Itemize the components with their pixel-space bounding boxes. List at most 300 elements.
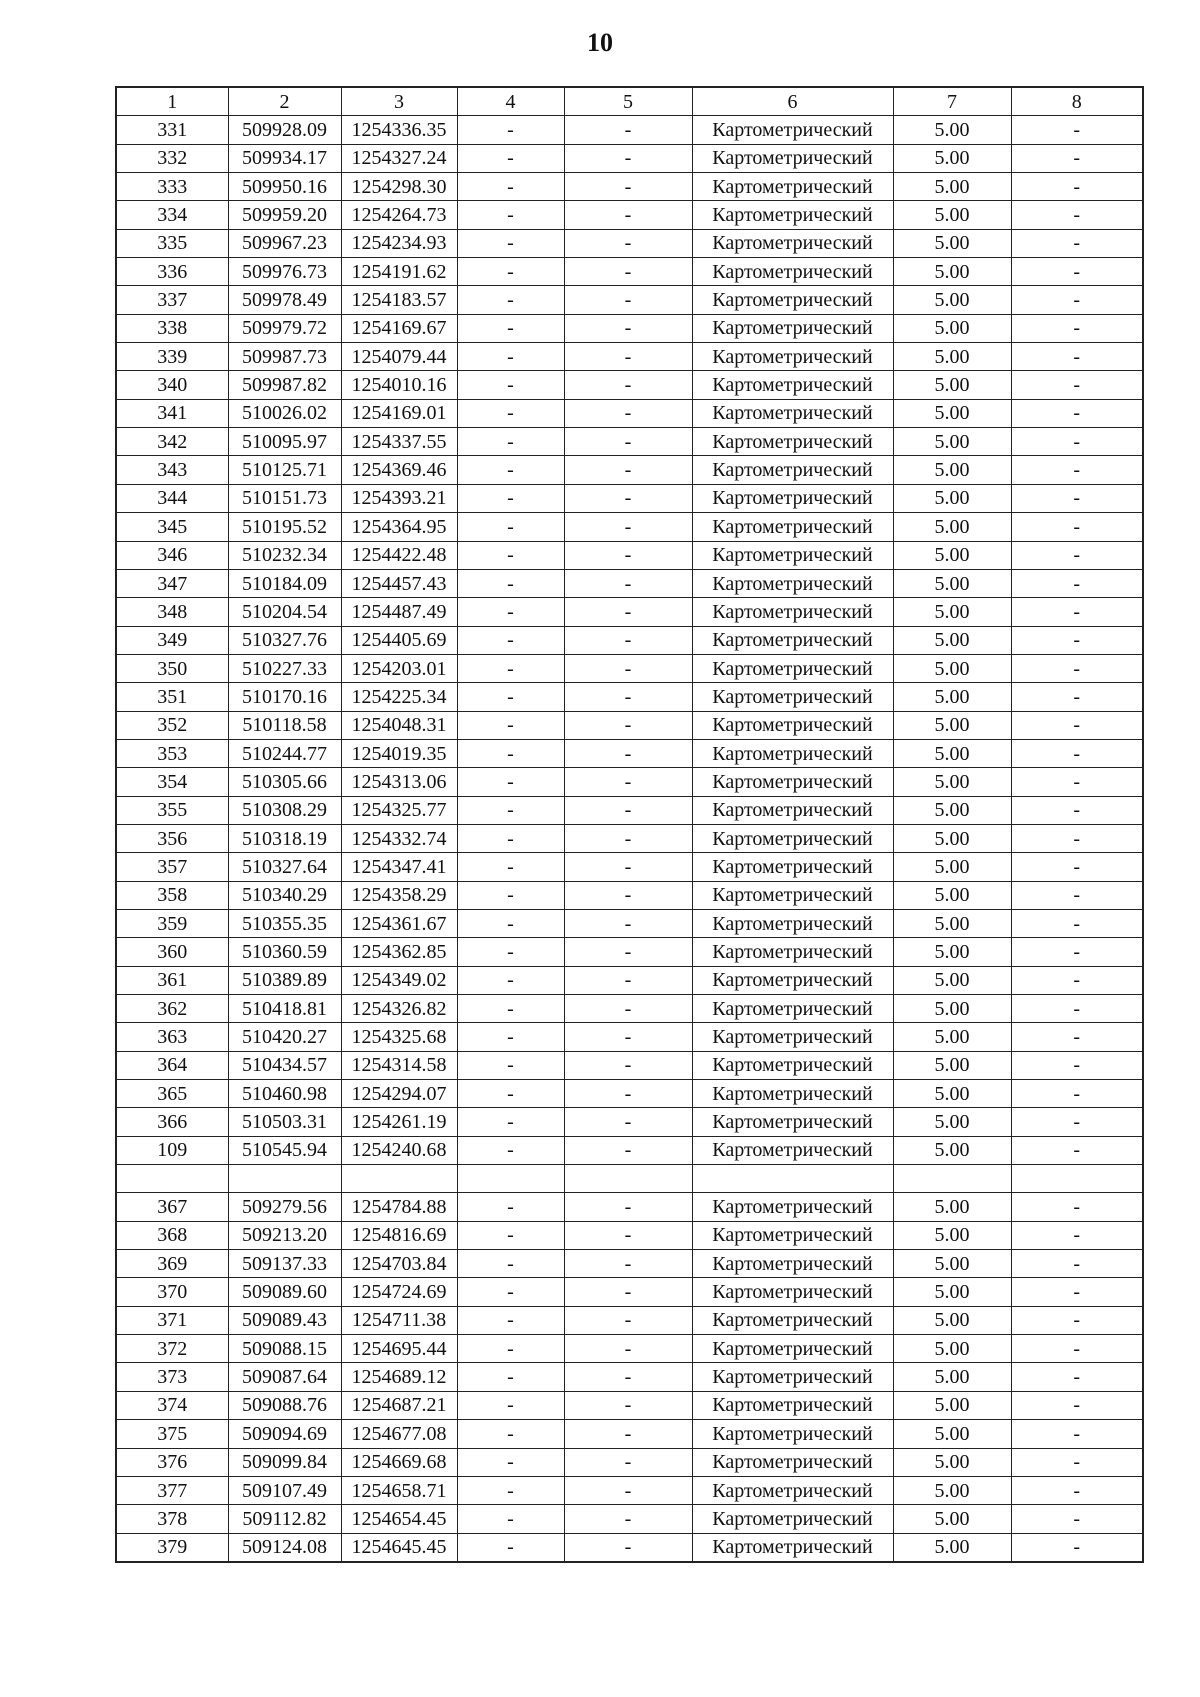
col4-cell: - bbox=[457, 286, 564, 314]
accuracy-cell: 5.00 bbox=[893, 1448, 1011, 1476]
col4-cell: - bbox=[457, 598, 564, 626]
x-coordinate-cell: 510434.57 bbox=[228, 1051, 341, 1079]
col5-cell: - bbox=[564, 569, 692, 597]
y-coordinate-cell: 1254325.68 bbox=[341, 1023, 457, 1051]
col5-cell: - bbox=[564, 739, 692, 767]
method-cell: Картометрический bbox=[692, 711, 893, 739]
x-coordinate-cell: 509089.43 bbox=[228, 1306, 341, 1334]
col8-cell: - bbox=[1011, 711, 1143, 739]
x-coordinate-cell: 509976.73 bbox=[228, 258, 341, 286]
table-row bbox=[116, 456, 1143, 484]
accuracy-cell: 5.00 bbox=[893, 1533, 1011, 1562]
table-row bbox=[116, 569, 1143, 597]
col8-cell: - bbox=[1011, 1533, 1143, 1562]
method-cell: Картометрический bbox=[692, 1193, 893, 1221]
table-row bbox=[116, 1221, 1143, 1249]
col8-cell: - bbox=[1011, 1193, 1143, 1221]
col4-cell: - bbox=[457, 484, 564, 512]
accuracy-cell: 5.00 bbox=[893, 399, 1011, 427]
point-number-cell: 366 bbox=[116, 1108, 228, 1136]
column-header-2: 2 bbox=[228, 87, 341, 116]
col4-cell: - bbox=[457, 1136, 564, 1164]
column-header-6: 6 bbox=[692, 87, 893, 116]
col4-cell: - bbox=[457, 314, 564, 342]
point-number-cell: 363 bbox=[116, 1023, 228, 1051]
method-cell: Картометрический bbox=[692, 768, 893, 796]
x-coordinate-cell: 509099.84 bbox=[228, 1448, 341, 1476]
col8-cell: - bbox=[1011, 258, 1143, 286]
x-coordinate-cell: 509987.82 bbox=[228, 371, 341, 399]
column-header-3: 3 bbox=[341, 87, 457, 116]
accuracy-cell: 5.00 bbox=[893, 1051, 1011, 1079]
x-coordinate-cell: 509979.72 bbox=[228, 314, 341, 342]
col4-cell: - bbox=[457, 853, 564, 881]
point-number-cell: 353 bbox=[116, 739, 228, 767]
y-coordinate-cell: 1254405.69 bbox=[341, 626, 457, 654]
table-row bbox=[116, 428, 1143, 456]
col8-cell: - bbox=[1011, 1250, 1143, 1278]
col5-cell: - bbox=[564, 1278, 692, 1306]
point-number-cell: 373 bbox=[116, 1363, 228, 1391]
col4-cell: - bbox=[457, 1533, 564, 1562]
point-number-cell: 371 bbox=[116, 1306, 228, 1334]
x-coordinate-cell: 509279.56 bbox=[228, 1193, 341, 1221]
method-cell: Картометрический bbox=[692, 229, 893, 257]
col5-cell: - bbox=[564, 201, 692, 229]
col5-cell: - bbox=[564, 144, 692, 172]
x-coordinate-cell: 510420.27 bbox=[228, 1023, 341, 1051]
accuracy-cell: 5.00 bbox=[893, 824, 1011, 852]
col8-cell: - bbox=[1011, 399, 1143, 427]
table-row bbox=[116, 1505, 1143, 1533]
col4-cell: - bbox=[457, 881, 564, 909]
y-coordinate-cell: 1254658.71 bbox=[341, 1476, 457, 1504]
y-coordinate-cell: 1254654.45 bbox=[341, 1505, 457, 1533]
accuracy-cell: 5.00 bbox=[893, 484, 1011, 512]
point-number-cell: 361 bbox=[116, 966, 228, 994]
point-number-cell: 109 bbox=[116, 1136, 228, 1164]
point-number-cell: 348 bbox=[116, 598, 228, 626]
method-cell bbox=[692, 1165, 893, 1193]
point-number-cell: 334 bbox=[116, 201, 228, 229]
point-number-cell: 372 bbox=[116, 1335, 228, 1363]
table-row bbox=[116, 371, 1143, 399]
col5-cell: - bbox=[564, 1363, 692, 1391]
table-row bbox=[116, 1476, 1143, 1504]
x-coordinate-cell: 510204.54 bbox=[228, 598, 341, 626]
y-coordinate-cell: 1254422.48 bbox=[341, 541, 457, 569]
point-number-cell bbox=[116, 1165, 228, 1193]
col4-cell: - bbox=[457, 995, 564, 1023]
point-number-cell: 340 bbox=[116, 371, 228, 399]
col5-cell: - bbox=[564, 654, 692, 682]
x-coordinate-cell: 510095.97 bbox=[228, 428, 341, 456]
col5-cell: - bbox=[564, 1108, 692, 1136]
col4-cell: - bbox=[457, 144, 564, 172]
accuracy-cell bbox=[893, 1165, 1011, 1193]
col8-cell: - bbox=[1011, 1023, 1143, 1051]
accuracy-cell: 5.00 bbox=[893, 229, 1011, 257]
x-coordinate-cell: 510545.94 bbox=[228, 1136, 341, 1164]
table-row bbox=[116, 399, 1143, 427]
col5-cell: - bbox=[564, 286, 692, 314]
col8-cell: - bbox=[1011, 1476, 1143, 1504]
col5-cell: - bbox=[564, 343, 692, 371]
col5-cell: - bbox=[564, 1306, 692, 1334]
col8-cell: - bbox=[1011, 824, 1143, 852]
col5-cell: - bbox=[564, 853, 692, 881]
col4-cell: - bbox=[457, 343, 564, 371]
y-coordinate-cell: 1254816.69 bbox=[341, 1221, 457, 1249]
col8-cell: - bbox=[1011, 314, 1143, 342]
col8-cell: - bbox=[1011, 683, 1143, 711]
col5-cell bbox=[564, 1165, 692, 1193]
y-coordinate-cell: 1254361.67 bbox=[341, 909, 457, 937]
accuracy-cell: 5.00 bbox=[893, 909, 1011, 937]
col5-cell: - bbox=[564, 966, 692, 994]
method-cell: Картометрический bbox=[692, 966, 893, 994]
col5-cell: - bbox=[564, 371, 692, 399]
point-number-cell: 376 bbox=[116, 1448, 228, 1476]
col8-cell: - bbox=[1011, 1363, 1143, 1391]
method-cell: Картометрический bbox=[692, 881, 893, 909]
method-cell: Картометрический bbox=[692, 739, 893, 767]
col4-cell: - bbox=[457, 1080, 564, 1108]
col4-cell: - bbox=[457, 1335, 564, 1363]
method-cell: Картометрический bbox=[692, 598, 893, 626]
method-cell: Картометрический bbox=[692, 513, 893, 541]
y-coordinate-cell: 1254336.35 bbox=[341, 116, 457, 144]
col4-cell: - bbox=[457, 569, 564, 597]
point-number-cell: 362 bbox=[116, 995, 228, 1023]
col5-cell: - bbox=[564, 626, 692, 654]
method-cell: Картометрический bbox=[692, 371, 893, 399]
point-number-cell: 336 bbox=[116, 258, 228, 286]
point-number-cell: 374 bbox=[116, 1391, 228, 1419]
table-row bbox=[116, 796, 1143, 824]
accuracy-cell: 5.00 bbox=[893, 1505, 1011, 1533]
table-row bbox=[116, 1448, 1143, 1476]
table-row bbox=[116, 1533, 1143, 1562]
col8-cell: - bbox=[1011, 1448, 1143, 1476]
column-header-4: 4 bbox=[457, 87, 564, 116]
accuracy-cell: 5.00 bbox=[893, 711, 1011, 739]
method-cell: Картометрический bbox=[692, 909, 893, 937]
accuracy-cell: 5.00 bbox=[893, 1250, 1011, 1278]
y-coordinate-cell: 1254457.43 bbox=[341, 569, 457, 597]
method-cell: Картометрический bbox=[692, 1221, 893, 1249]
y-coordinate-cell: 1254169.01 bbox=[341, 399, 457, 427]
accuracy-cell: 5.00 bbox=[893, 343, 1011, 371]
col5-cell: - bbox=[564, 513, 692, 541]
point-number-cell: 335 bbox=[116, 229, 228, 257]
y-coordinate-cell: 1254369.46 bbox=[341, 456, 457, 484]
point-number-cell: 369 bbox=[116, 1250, 228, 1278]
col4-cell: - bbox=[457, 116, 564, 144]
method-cell: Картометрический bbox=[692, 343, 893, 371]
y-coordinate-cell: 1254689.12 bbox=[341, 1363, 457, 1391]
col4-cell: - bbox=[457, 1278, 564, 1306]
column-header-7: 7 bbox=[893, 87, 1011, 116]
table-row bbox=[116, 1306, 1143, 1334]
accuracy-cell: 5.00 bbox=[893, 144, 1011, 172]
col5-cell: - bbox=[564, 116, 692, 144]
col5-cell: - bbox=[564, 1335, 692, 1363]
y-coordinate-cell: 1254695.44 bbox=[341, 1335, 457, 1363]
accuracy-cell: 5.00 bbox=[893, 683, 1011, 711]
point-number-cell: 349 bbox=[116, 626, 228, 654]
y-coordinate-cell: 1254669.68 bbox=[341, 1448, 457, 1476]
y-coordinate-cell: 1254487.49 bbox=[341, 598, 457, 626]
point-number-cell: 368 bbox=[116, 1221, 228, 1249]
y-coordinate-cell: 1254784.88 bbox=[341, 1193, 457, 1221]
accuracy-cell: 5.00 bbox=[893, 286, 1011, 314]
col4-cell: - bbox=[457, 258, 564, 286]
col8-cell: - bbox=[1011, 1108, 1143, 1136]
col5-cell: - bbox=[564, 1250, 692, 1278]
table-row bbox=[116, 739, 1143, 767]
accuracy-cell: 5.00 bbox=[893, 626, 1011, 654]
accuracy-cell: 5.00 bbox=[893, 1080, 1011, 1108]
x-coordinate-cell: 510503.31 bbox=[228, 1108, 341, 1136]
point-number-cell: 356 bbox=[116, 824, 228, 852]
col8-cell: - bbox=[1011, 173, 1143, 201]
y-coordinate-cell: 1254010.16 bbox=[341, 371, 457, 399]
method-cell: Картометрический bbox=[692, 1335, 893, 1363]
col4-cell: - bbox=[457, 1476, 564, 1504]
accuracy-cell: 5.00 bbox=[893, 258, 1011, 286]
col8-cell: - bbox=[1011, 116, 1143, 144]
table-row bbox=[116, 1250, 1143, 1278]
accuracy-cell: 5.00 bbox=[893, 1420, 1011, 1448]
point-number-cell: 339 bbox=[116, 343, 228, 371]
accuracy-cell: 5.00 bbox=[893, 201, 1011, 229]
x-coordinate-cell: 509967.23 bbox=[228, 229, 341, 257]
table-row bbox=[116, 881, 1143, 909]
x-coordinate-cell: 510244.77 bbox=[228, 739, 341, 767]
method-cell: Картометрический bbox=[692, 853, 893, 881]
accuracy-cell: 5.00 bbox=[893, 541, 1011, 569]
x-coordinate-cell: 510340.29 bbox=[228, 881, 341, 909]
table-row bbox=[116, 711, 1143, 739]
x-coordinate-cell: 510418.81 bbox=[228, 995, 341, 1023]
table-row bbox=[116, 1165, 1143, 1193]
col4-cell: - bbox=[457, 626, 564, 654]
col5-cell: - bbox=[564, 541, 692, 569]
table-row bbox=[116, 144, 1143, 172]
x-coordinate-cell: 509987.73 bbox=[228, 343, 341, 371]
table-row bbox=[116, 173, 1143, 201]
col4-cell: - bbox=[457, 1221, 564, 1249]
col8-cell: - bbox=[1011, 1335, 1143, 1363]
method-cell: Картометрический bbox=[692, 428, 893, 456]
x-coordinate-cell: 510118.58 bbox=[228, 711, 341, 739]
col4-cell: - bbox=[457, 1420, 564, 1448]
col4-cell bbox=[457, 1165, 564, 1193]
method-cell: Картометрический bbox=[692, 314, 893, 342]
x-coordinate-cell: 510389.89 bbox=[228, 966, 341, 994]
x-coordinate-cell: 509088.15 bbox=[228, 1335, 341, 1363]
x-coordinate-cell: 510460.98 bbox=[228, 1080, 341, 1108]
col5-cell: - bbox=[564, 1136, 692, 1164]
col8-cell: - bbox=[1011, 626, 1143, 654]
method-cell: Картометрический bbox=[692, 1533, 893, 1562]
col5-cell: - bbox=[564, 938, 692, 966]
col8-cell: - bbox=[1011, 513, 1143, 541]
method-cell: Картометрический bbox=[692, 173, 893, 201]
table-row bbox=[116, 626, 1143, 654]
table-row bbox=[116, 938, 1143, 966]
y-coordinate-cell: 1254724.69 bbox=[341, 1278, 457, 1306]
col5-cell: - bbox=[564, 1051, 692, 1079]
col4-cell: - bbox=[457, 1448, 564, 1476]
y-coordinate-cell: 1254079.44 bbox=[341, 343, 457, 371]
col5-cell: - bbox=[564, 1533, 692, 1562]
x-coordinate-cell: 509978.49 bbox=[228, 286, 341, 314]
x-coordinate-cell: 509087.64 bbox=[228, 1363, 341, 1391]
point-number-cell: 351 bbox=[116, 683, 228, 711]
col4-cell: - bbox=[457, 654, 564, 682]
col4-cell: - bbox=[457, 1363, 564, 1391]
col8-cell: - bbox=[1011, 1051, 1143, 1079]
x-coordinate-cell: 509934.17 bbox=[228, 144, 341, 172]
table-row bbox=[116, 1108, 1143, 1136]
col8-cell: - bbox=[1011, 938, 1143, 966]
method-cell: Картометрический bbox=[692, 116, 893, 144]
col5-cell: - bbox=[564, 768, 692, 796]
col5-cell: - bbox=[564, 683, 692, 711]
col4-cell: - bbox=[457, 456, 564, 484]
method-cell: Картометрический bbox=[692, 824, 893, 852]
table-row bbox=[116, 229, 1143, 257]
col5-cell: - bbox=[564, 428, 692, 456]
table-row bbox=[116, 1080, 1143, 1108]
y-coordinate-cell: 1254347.41 bbox=[341, 853, 457, 881]
table-row bbox=[116, 484, 1143, 512]
point-number-cell: 360 bbox=[116, 938, 228, 966]
point-number-cell: 359 bbox=[116, 909, 228, 937]
accuracy-cell: 5.00 bbox=[893, 456, 1011, 484]
accuracy-cell: 5.00 bbox=[893, 1193, 1011, 1221]
table-row bbox=[116, 1420, 1143, 1448]
table-row bbox=[116, 768, 1143, 796]
column-header-5: 5 bbox=[564, 87, 692, 116]
col4-cell: - bbox=[457, 428, 564, 456]
col5-cell: - bbox=[564, 881, 692, 909]
col8-cell: - bbox=[1011, 484, 1143, 512]
x-coordinate-cell: 510308.29 bbox=[228, 796, 341, 824]
table-row bbox=[116, 116, 1143, 144]
point-number-cell: 333 bbox=[116, 173, 228, 201]
col8-cell: - bbox=[1011, 343, 1143, 371]
col8-cell: - bbox=[1011, 1278, 1143, 1306]
table-row bbox=[116, 513, 1143, 541]
col5-cell: - bbox=[564, 258, 692, 286]
accuracy-cell: 5.00 bbox=[893, 1023, 1011, 1051]
col5-cell: - bbox=[564, 598, 692, 626]
col8-cell: - bbox=[1011, 541, 1143, 569]
point-number-cell: 358 bbox=[116, 881, 228, 909]
col8-cell: - bbox=[1011, 1221, 1143, 1249]
col4-cell: - bbox=[457, 1306, 564, 1334]
col8-cell: - bbox=[1011, 456, 1143, 484]
accuracy-cell: 5.00 bbox=[893, 938, 1011, 966]
table-row bbox=[116, 1363, 1143, 1391]
x-coordinate-cell: 509959.20 bbox=[228, 201, 341, 229]
x-coordinate-cell: 510327.76 bbox=[228, 626, 341, 654]
x-coordinate-cell: 509088.76 bbox=[228, 1391, 341, 1419]
accuracy-cell: 5.00 bbox=[893, 654, 1011, 682]
col5-cell: - bbox=[564, 796, 692, 824]
accuracy-cell: 5.00 bbox=[893, 173, 1011, 201]
col4-cell: - bbox=[457, 909, 564, 937]
col8-cell: - bbox=[1011, 428, 1143, 456]
table-row bbox=[116, 201, 1143, 229]
y-coordinate-cell: 1254358.29 bbox=[341, 881, 457, 909]
col4-cell: - bbox=[457, 824, 564, 852]
table-row bbox=[116, 1391, 1143, 1419]
point-number-cell: 338 bbox=[116, 314, 228, 342]
point-number-cell: 378 bbox=[116, 1505, 228, 1533]
point-number-cell: 341 bbox=[116, 399, 228, 427]
col8-cell: - bbox=[1011, 796, 1143, 824]
col4-cell: - bbox=[457, 229, 564, 257]
col5-cell: - bbox=[564, 824, 692, 852]
col4-cell: - bbox=[457, 711, 564, 739]
col4-cell: - bbox=[457, 1023, 564, 1051]
col8-cell: - bbox=[1011, 144, 1143, 172]
y-coordinate-cell: 1254264.73 bbox=[341, 201, 457, 229]
method-cell: Картометрический bbox=[692, 1420, 893, 1448]
col4-cell: - bbox=[457, 1391, 564, 1419]
method-cell: Картометрический bbox=[692, 626, 893, 654]
x-coordinate-cell: 509112.82 bbox=[228, 1505, 341, 1533]
y-coordinate-cell: 1254183.57 bbox=[341, 286, 457, 314]
col5-cell: - bbox=[564, 1023, 692, 1051]
y-coordinate-cell: 1254711.38 bbox=[341, 1306, 457, 1334]
method-cell: Картометрический bbox=[692, 1108, 893, 1136]
accuracy-cell: 5.00 bbox=[893, 314, 1011, 342]
x-coordinate-cell: 510125.71 bbox=[228, 456, 341, 484]
point-number-cell: 375 bbox=[116, 1420, 228, 1448]
table-row bbox=[116, 909, 1143, 937]
x-coordinate-cell: 509137.33 bbox=[228, 1250, 341, 1278]
col8-cell: - bbox=[1011, 1505, 1143, 1533]
col5-cell: - bbox=[564, 1420, 692, 1448]
accuracy-cell: 5.00 bbox=[893, 1221, 1011, 1249]
y-coordinate-cell: 1254325.77 bbox=[341, 796, 457, 824]
x-coordinate-cell: 510355.35 bbox=[228, 909, 341, 937]
table-row bbox=[116, 286, 1143, 314]
y-coordinate-cell: 1254240.68 bbox=[341, 1136, 457, 1164]
table-header-row bbox=[116, 87, 1143, 116]
accuracy-cell: 5.00 bbox=[893, 1363, 1011, 1391]
method-cell: Картометрический bbox=[692, 541, 893, 569]
accuracy-cell: 5.00 bbox=[893, 1278, 1011, 1306]
y-coordinate-cell: 1254203.01 bbox=[341, 654, 457, 682]
accuracy-cell: 5.00 bbox=[893, 1335, 1011, 1363]
accuracy-cell: 5.00 bbox=[893, 1108, 1011, 1136]
point-number-cell: 350 bbox=[116, 654, 228, 682]
point-number-cell: 370 bbox=[116, 1278, 228, 1306]
col5-cell: - bbox=[564, 399, 692, 427]
table-row bbox=[116, 1136, 1143, 1164]
x-coordinate-cell: 510151.73 bbox=[228, 484, 341, 512]
accuracy-cell: 5.00 bbox=[893, 995, 1011, 1023]
y-coordinate-cell: 1254314.58 bbox=[341, 1051, 457, 1079]
page-number: 10 bbox=[587, 28, 613, 57]
col4-cell: - bbox=[457, 399, 564, 427]
